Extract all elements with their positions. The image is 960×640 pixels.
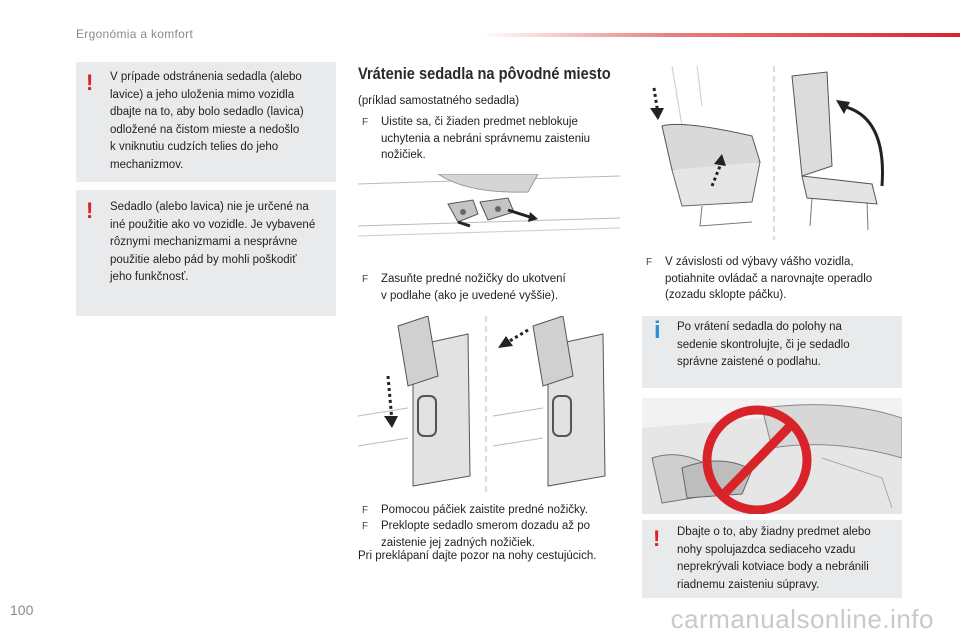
bullet-icon: F bbox=[362, 505, 369, 516]
step-2-text: Zasuňte predné nožičky do ukotvení v podlahe (ako je uvedené vyššie). bbox=[381, 273, 566, 302]
warning-icon: ! bbox=[653, 526, 661, 551]
info-box bbox=[642, 316, 902, 388]
prohibited-feet-drawing bbox=[642, 398, 902, 514]
warning-icon: ! bbox=[86, 198, 94, 223]
warning-3-text: Dbajte o to, aby žiadny predmet alebo nohy spolujazdca sediaceho vzadu neprekrývali kotviace body a nebránili riadnemu zaisteniu súpravy. bbox=[677, 526, 871, 591]
header-title: Ergonómia a komfort bbox=[76, 27, 194, 41]
warning-2-text: Sedadlo (alebo lavica) nie je určené na iné použitie ako vo vozidle. Je vybavené rôznymi mechanizmami a nesprávne použitie alebo pád by mohli poškodiť jeho funkčnosť. bbox=[110, 201, 316, 284]
prohibited-feet-illustration bbox=[642, 398, 902, 514]
leg-lock-drawing bbox=[358, 316, 620, 492]
warning-icon: ! bbox=[86, 70, 94, 95]
floor-anchor-drawing bbox=[358, 174, 620, 246]
warning-box-1 bbox=[76, 62, 336, 182]
bullet-icon: F bbox=[362, 521, 369, 532]
warning-box-3 bbox=[642, 520, 902, 598]
watermark: carmanualsonline.info bbox=[670, 604, 934, 634]
step-4-text: Preklopte sedadlo smerom dozadu až po zaistenie jej zadných nožičiek. bbox=[381, 520, 591, 549]
page-number: 100 bbox=[10, 602, 34, 618]
warning-box-2 bbox=[76, 190, 336, 316]
caution-note: Pri preklápaní dajte pozor na nohy cestujúcich. bbox=[358, 550, 597, 562]
bullet-icon: F bbox=[362, 117, 369, 128]
bullet-icon: F bbox=[646, 257, 653, 268]
floor-anchor-illustration bbox=[358, 174, 620, 246]
step-5-text: V závislosti od výbavy vášho vozidla, potiahnite ovládač a narovnajte operadlo (zozadu sklopte páčku). bbox=[665, 256, 873, 301]
section-title: Vrátenie sedadla na pôvodné miesto bbox=[358, 64, 611, 83]
info-text: Po vrátení sedadla do polohy na sedenie skontrolujte, či je sedadlo správne zaistené o podlahu. bbox=[677, 321, 850, 369]
info-icon: i bbox=[654, 317, 661, 344]
seat-upright-drawing bbox=[642, 66, 904, 240]
header-accent-bar bbox=[480, 33, 960, 37]
bullet-icon: F bbox=[362, 274, 369, 285]
seat-upright-illustration bbox=[642, 66, 904, 240]
step-1-text: Uistite sa, či žiaden predmet neblokuje uchytenia a nebráni správnemu zaisteniu nožičiek. bbox=[381, 116, 591, 161]
leg-lock-illustration bbox=[358, 316, 620, 492]
step-3-text: Pomocou páčiek zaistite predné nožičky. bbox=[381, 504, 588, 516]
warning-1-text: V prípade odstránenia sedadla (alebo lavice) a jeho uloženia mimo vozidla dbajte na to, aby bolo sedadlo (lavica) odložené na čistom mieste a nedošlo k vniknutiu cudzích telies do jeho mechanizmov. bbox=[110, 71, 304, 171]
section-subtitle: (príklad samostatného sedadla) bbox=[358, 95, 520, 107]
